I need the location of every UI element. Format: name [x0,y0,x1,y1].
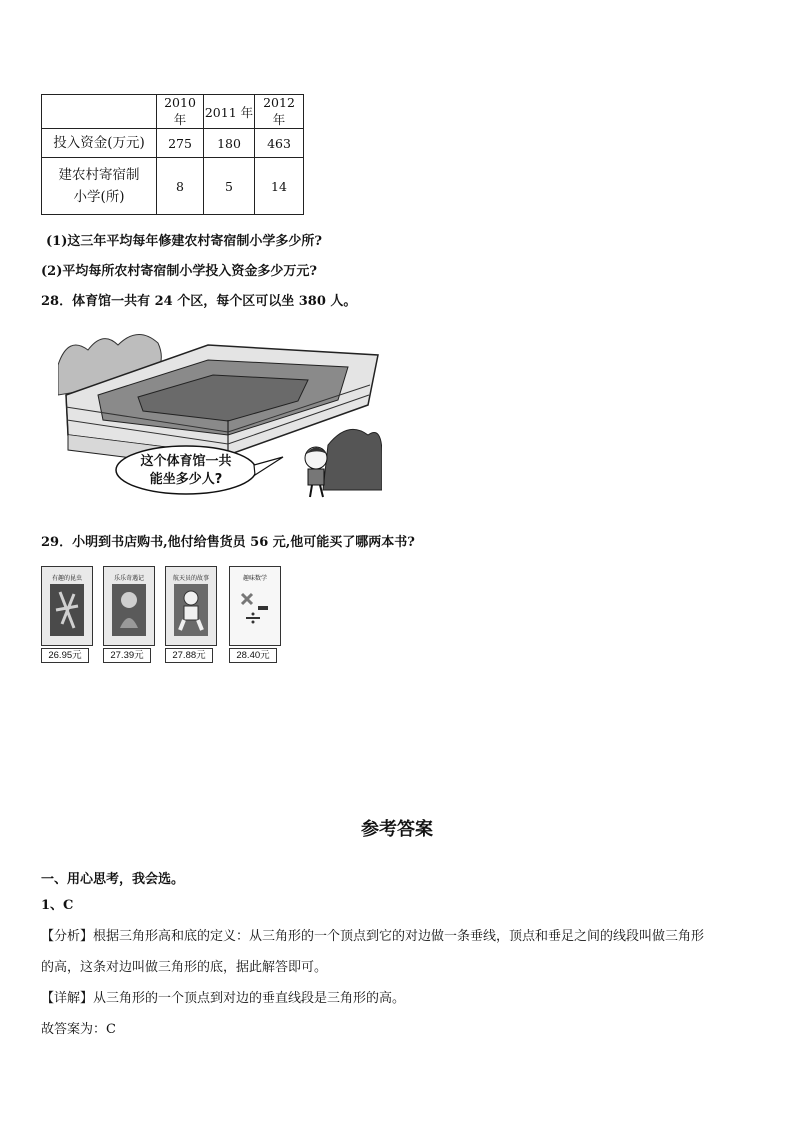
table-row-label-line: 小学(所) [73,189,125,205]
math-symbols-icon [238,584,272,636]
speech-bubble-line-2: 能坐多少人? [149,472,223,487]
speech-bubble-line-1: 这个体育馆一共 [140,454,232,469]
stadium-illustration [58,325,382,500]
book-options [38,566,288,666]
table-cell: 14 [255,158,304,215]
table-row-label: 投入资金(万元) [42,129,157,158]
book-cover-adventure [103,566,155,646]
book-cover-insects [41,566,93,646]
table-row [42,129,304,158]
question-27-part-1: (1)这三年平均每年修建农村寄宿制小学多少所? [46,234,322,249]
book-title: 趣味数学 [242,575,267,582]
book-price: 28.40元 [229,648,277,663]
book-title: 航天员的故事 [172,575,209,582]
insect-icon [50,584,84,636]
answer-detail: 【详解】从三角形的一个顶点到对边的垂直线段是三角形的高。 [41,991,406,1006]
girl-figure-icon [112,584,146,636]
answer-analysis-line-1: 【分析】根据三角形高和底的定义：从三角形的一个顶点到它的对边做一条垂线，顶点和垂足之间的线段叫做三角形 [41,929,705,944]
data-table [41,94,304,215]
table-header-cell [42,95,157,129]
table-cell: 180 [204,129,255,158]
table-row-label [42,158,157,215]
question-27-part-2: (2)平均每所农村寄宿制小学投入资金多少万元? [41,264,317,279]
table-header-cell: 2012 年 [255,95,304,129]
book-price: 26.95元 [41,648,89,663]
table-header-cell: 2011 年 [204,95,255,129]
table-cell: 463 [255,129,304,158]
book-title: 乐乐奇遇记 [113,575,144,582]
book-cover-astronaut [165,566,217,646]
question-29-text: 29．小明到书店购书,他付给售货员 56 元,他可能买了哪两本书? [41,535,415,550]
table-row-label-line: 建农村寄宿制 [58,167,140,183]
book-price: 27.39元 [103,648,151,663]
table-header-row [42,95,304,129]
book-title: 有趣的昆虫 [51,575,82,582]
book-price: 27.88元 [165,648,213,663]
answer-section-heading: 一、用心思考，我会选。 [41,872,185,887]
answer-section-title: 参考答案 [361,819,433,840]
table-cell: 275 [157,129,204,158]
answer-item-number: 1、C [41,898,74,913]
question-28-text: 28．体育馆一共有 24 个区，每个区可以坐 380 人。 [41,294,357,309]
table-cell: 5 [204,158,255,215]
answer-conclusion: 故答案为：C [41,1022,116,1037]
table-header-cell: 2010 年 [157,95,204,129]
answer-analysis-line-2: 的高，这条对边叫做三角形的底，据此解答即可。 [41,960,328,975]
book-cover-math [229,566,281,646]
table-row [42,158,304,215]
astronaut-icon [174,584,208,636]
table-cell: 8 [157,158,204,215]
